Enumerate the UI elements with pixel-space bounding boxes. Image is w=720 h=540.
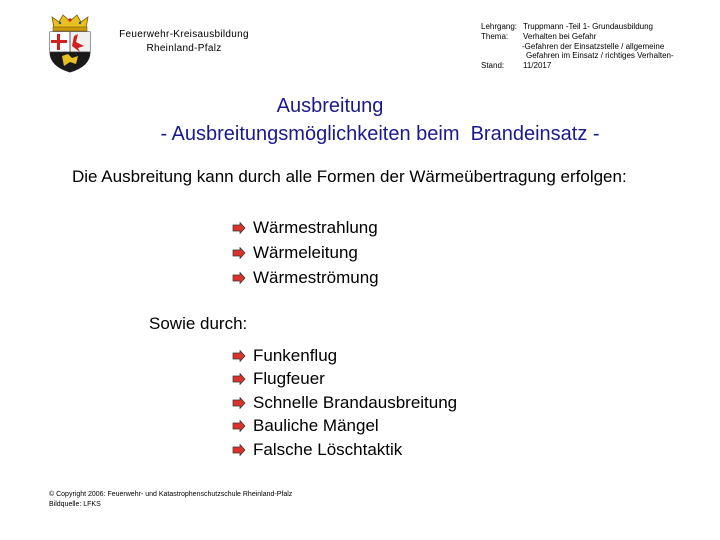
red-arrow-icon — [232, 247, 246, 259]
list-item — [232, 242, 358, 264]
list-item — [232, 439, 402, 461]
thema-line-1: Verhalten bei Gefahr — [523, 32, 597, 41]
list-item — [232, 415, 379, 437]
list-item-label: Schnelle Brandausbreitung — [253, 393, 458, 412]
list-item-label: Wärmeleitung — [253, 243, 358, 262]
copyright-text: © Copyright 2006: Feuerwehr- und Katastrophenschutzschule Rheinland-Pfalz — [49, 491, 293, 498]
red-arrow-icon — [232, 373, 246, 385]
lehrgang-label: Lehrgang: — [481, 22, 518, 31]
page-subtitle: - Ausbreitungsmöglichkeiten beim Brandeinsatz - — [160, 123, 600, 145]
list-item — [232, 267, 379, 289]
list-item — [232, 345, 337, 367]
list-item — [232, 368, 325, 390]
page-title: Ausbreitung — [276, 95, 384, 117]
also-heading: Sowie durch: — [149, 314, 248, 333]
list-item — [232, 392, 457, 414]
thema-line-2: -Gefahren der Einsatzstelle / allgemeine — [522, 42, 665, 51]
list-item-label: Flugfeuer — [253, 369, 325, 388]
list-item-label: Wärmestrahlung — [253, 218, 378, 237]
thema-label: Thema: — [481, 32, 509, 41]
organization-name: Feuerwehr-Kreisausbildung — [119, 29, 249, 40]
list-item-label: Falsche Löschtaktik — [253, 440, 403, 459]
red-arrow-icon — [232, 420, 246, 432]
red-arrow-icon — [232, 444, 246, 456]
red-arrow-icon — [232, 397, 246, 409]
list-item-label: Bauliche Mängel — [253, 416, 379, 435]
image-source-text: Bildquelle: LFKS — [49, 501, 101, 508]
organization-region: Rheinland-Pfalz — [146, 43, 222, 54]
rheinland-pfalz-coat-of-arms-icon — [40, 12, 100, 74]
intro-text: Die Ausbreitung kann durch alle Formen der Wärmeübertragung erfolgen: — [72, 167, 627, 186]
red-arrow-icon — [232, 350, 246, 362]
stand-label: Stand: — [481, 61, 505, 70]
red-arrow-icon — [232, 272, 246, 284]
red-arrow-icon — [232, 222, 246, 234]
list-item — [232, 217, 378, 239]
list-item-label: Wärmeströmung — [253, 268, 379, 287]
lehrgang-value: Truppmann -Teil 1- Grundausbildung — [523, 22, 653, 31]
thema-line-3: Gefahren im Einsatz / richtiges Verhalten- — [526, 51, 674, 60]
stand-value: 11/2017 — [523, 61, 552, 70]
list-item-label: Funkenflug — [253, 346, 338, 365]
